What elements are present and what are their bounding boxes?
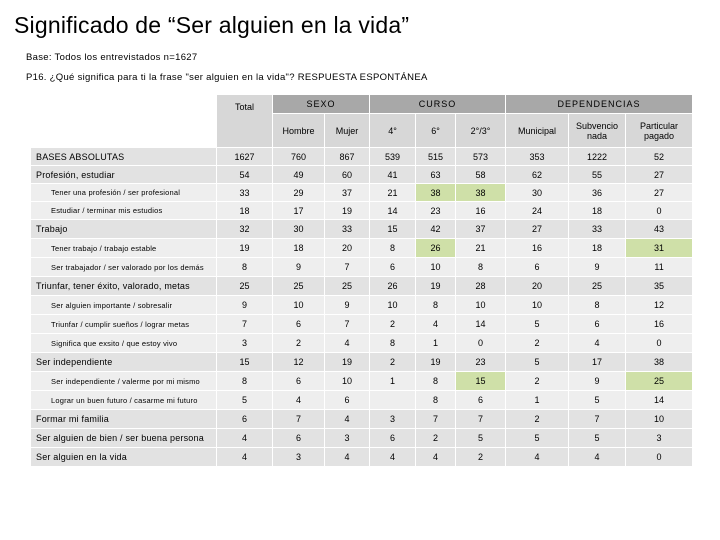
table-row [31, 372, 693, 391]
header-col-municipal: Municipal [506, 114, 569, 148]
table-row [31, 410, 693, 429]
table-cell: 5 [506, 353, 569, 372]
row-label: Triunfar, tener éxito, valorado, metas [31, 277, 217, 296]
row-label: Estudiar / terminar mis estudios [31, 202, 217, 220]
header-col-mujer: Mujer [325, 114, 370, 148]
table-cell: 11 [626, 258, 693, 277]
table-cell: 26 [416, 239, 456, 258]
table-cell: 18 [569, 202, 626, 220]
table-row [31, 429, 693, 448]
header-col-subvencionada: Subvencio nada [569, 114, 626, 148]
table-cell: 9 [569, 372, 626, 391]
results-table [30, 94, 693, 467]
table-cell: 8 [456, 258, 506, 277]
header-col-hombre: Hombre [273, 114, 325, 148]
table-cell: 7 [325, 315, 370, 334]
header-group-sexo: SEXO [273, 95, 370, 114]
table-cell: 26 [370, 277, 416, 296]
table-cell: 19 [217, 239, 273, 258]
table-cell: 867 [325, 148, 370, 166]
table-cell: 3 [273, 448, 325, 467]
table-cell: 28 [456, 277, 506, 296]
table-cell: 1627 [217, 148, 273, 166]
table-cell: 4 [217, 429, 273, 448]
table-cell: 19 [416, 277, 456, 296]
table-cell: 52 [626, 148, 693, 166]
table-cell: 539 [370, 148, 416, 166]
table-cell: 20 [325, 239, 370, 258]
table-cell: 3 [626, 429, 693, 448]
table-cell: 4 [569, 334, 626, 353]
table-row [31, 334, 693, 353]
table-cell: 60 [325, 166, 370, 184]
header-col-4: 4° [370, 114, 416, 148]
row-label: Lograr un buen futuro / casarme mi futuro [31, 391, 217, 410]
table-cell: 10 [273, 296, 325, 315]
table-row [31, 184, 693, 202]
table-cell: 54 [217, 166, 273, 184]
table-cell: 5 [456, 429, 506, 448]
table-cell: 23 [416, 202, 456, 220]
table-cell: 20 [506, 277, 569, 296]
table-cell: 36 [569, 184, 626, 202]
table-cell: 19 [325, 202, 370, 220]
table-cell: 6 [506, 258, 569, 277]
table-cell: 1222 [569, 148, 626, 166]
table-cell: 25 [273, 277, 325, 296]
table-cell: 62 [506, 166, 569, 184]
table-cell: 12 [626, 296, 693, 315]
table-cell: 14 [456, 315, 506, 334]
table-cell: 8 [370, 239, 416, 258]
table-cell: 4 [569, 448, 626, 467]
row-label: Ser independiente / valerme por mi mismo [31, 372, 217, 391]
table-cell: 4 [325, 334, 370, 353]
table-cell: 10 [626, 410, 693, 429]
table-row [31, 239, 693, 258]
table-cell: 19 [325, 353, 370, 372]
table-cell: 37 [325, 184, 370, 202]
row-label: Ser alguien en la vida [31, 448, 217, 467]
table-cell: 2 [273, 334, 325, 353]
table-cell: 4 [325, 410, 370, 429]
row-label: Significa que exsito / que estoy vivo [31, 334, 217, 353]
table-cell: 25 [569, 277, 626, 296]
table-cell: 3 [370, 410, 416, 429]
row-label: Tener una profesión / ser profesional [31, 184, 217, 202]
table-cell: 4 [416, 315, 456, 334]
table-cell: 9 [217, 296, 273, 315]
table-cell: 3 [217, 334, 273, 353]
table-cell: 2 [370, 315, 416, 334]
table-cell: 10 [506, 296, 569, 315]
table-cell: 23 [456, 353, 506, 372]
table-cell: 2 [370, 353, 416, 372]
table-cell: 31 [626, 239, 693, 258]
header-blank [31, 114, 217, 148]
table-cell: 16 [456, 202, 506, 220]
table-row [31, 277, 693, 296]
table-cell: 2 [506, 410, 569, 429]
row-label: Profesión, estudiar [31, 166, 217, 184]
table-cell: 6 [370, 429, 416, 448]
table-cell: 17 [273, 202, 325, 220]
table-cell: 25 [217, 277, 273, 296]
table-row [31, 166, 693, 184]
table-cell: 21 [456, 239, 506, 258]
table-cell: 33 [569, 220, 626, 239]
table-row [31, 353, 693, 372]
table-cell: 29 [273, 184, 325, 202]
table-cell: 30 [273, 220, 325, 239]
table-cell: 27 [626, 166, 693, 184]
table-cell: 33 [325, 220, 370, 239]
table-cell: 9 [273, 258, 325, 277]
table-cell: 33 [217, 184, 273, 202]
table-row [31, 448, 693, 467]
table-cell: 8 [217, 258, 273, 277]
row-label: Trabajo [31, 220, 217, 239]
table-cell: 0 [456, 334, 506, 353]
table-cell: 5 [506, 315, 569, 334]
table-cell: 27 [626, 184, 693, 202]
base-note: Base: Todos los entrevistados n=1627 [26, 52, 198, 63]
table-cell: 25 [626, 372, 693, 391]
table-cell: 25 [325, 277, 370, 296]
table-cell [370, 391, 416, 410]
table-cell: 21 [370, 184, 416, 202]
table-row [31, 391, 693, 410]
row-label: Formar mi familia [31, 410, 217, 429]
table-cell: 5 [217, 391, 273, 410]
row-label: BASES ABSOLUTAS [31, 148, 217, 166]
table-cell: 16 [506, 239, 569, 258]
table-cell: 5 [569, 429, 626, 448]
table-cell: 4 [506, 448, 569, 467]
table-cell: 8 [569, 296, 626, 315]
table-cell: 573 [456, 148, 506, 166]
table-cell: 4 [416, 448, 456, 467]
table-cell: 14 [370, 202, 416, 220]
table-cell: 1 [416, 334, 456, 353]
table-cell: 7 [456, 410, 506, 429]
table-row [31, 296, 693, 315]
table-cell: 35 [626, 277, 693, 296]
table-cell: 2 [506, 372, 569, 391]
row-label: Ser trabajador / ser valorado por los demás [31, 258, 217, 277]
table-cell: 2 [456, 448, 506, 467]
table-cell: 0 [626, 334, 693, 353]
table-cell: 41 [370, 166, 416, 184]
header-col-particular: Particular pagado [626, 114, 693, 148]
table-cell: 17 [569, 353, 626, 372]
row-label: Ser alguien importante / sobresalir [31, 296, 217, 315]
header-blank [31, 95, 217, 114]
table-cell: 6 [325, 391, 370, 410]
table-cell: 1 [506, 391, 569, 410]
table-cell: 14 [626, 391, 693, 410]
header-group-curso: CURSO [370, 95, 506, 114]
table-row [31, 220, 693, 239]
table-cell: 7 [325, 258, 370, 277]
table-cell: 15 [370, 220, 416, 239]
table-cell: 49 [273, 166, 325, 184]
table-cell: 42 [416, 220, 456, 239]
table-cell: 12 [273, 353, 325, 372]
header-group-dependencias: DEPENDENCIAS [506, 95, 693, 114]
table-cell: 9 [569, 258, 626, 277]
row-label: Tener trabajo / trabajo estable [31, 239, 217, 258]
table-cell: 43 [626, 220, 693, 239]
table-cell: 15 [456, 372, 506, 391]
table-cell: 10 [370, 296, 416, 315]
table-cell: 8 [416, 372, 456, 391]
table-cell: 5 [569, 391, 626, 410]
table-cell: 8 [416, 391, 456, 410]
table-cell: 18 [273, 239, 325, 258]
table-cell: 8 [217, 372, 273, 391]
row-label: Triunfar / cumplir sueños / lograr metas [31, 315, 217, 334]
table-cell: 8 [416, 296, 456, 315]
table-cell: 1 [370, 372, 416, 391]
table-cell: 6 [273, 372, 325, 391]
table-cell: 18 [217, 202, 273, 220]
table-cell: 8 [370, 334, 416, 353]
row-label: Ser independiente [31, 353, 217, 372]
table-cell: 55 [569, 166, 626, 184]
table-cell: 24 [506, 202, 569, 220]
table-cell: 10 [416, 258, 456, 277]
page-title: Significado de “Ser alguien en la vida” [14, 12, 410, 38]
table-cell: 38 [626, 353, 693, 372]
table-cell: 760 [273, 148, 325, 166]
table-cell: 19 [416, 353, 456, 372]
header-total: Total [217, 95, 273, 148]
table-cell: 9 [325, 296, 370, 315]
table-cell: 18 [569, 239, 626, 258]
table-cell: 4 [273, 391, 325, 410]
table-cell: 30 [506, 184, 569, 202]
table-cell: 7 [273, 410, 325, 429]
table-cell: 6 [273, 315, 325, 334]
table-cell: 10 [325, 372, 370, 391]
header-col-6: 6° [416, 114, 456, 148]
table-cell: 3 [325, 429, 370, 448]
table-cell: 27 [506, 220, 569, 239]
table-cell: 2 [416, 429, 456, 448]
table-cell: 32 [217, 220, 273, 239]
table-cell: 6 [273, 429, 325, 448]
header-col-2-3: 2°/3° [456, 114, 506, 148]
table-cell: 38 [416, 184, 456, 202]
table-cell: 10 [456, 296, 506, 315]
table-cell: 515 [416, 148, 456, 166]
table-cell: 58 [456, 166, 506, 184]
table-cell: 7 [569, 410, 626, 429]
table-cell: 6 [217, 410, 273, 429]
table-cell: 16 [626, 315, 693, 334]
table-row [31, 258, 693, 277]
table-cell: 37 [456, 220, 506, 239]
row-label: Ser alguien de bien / ser buena persona [31, 429, 217, 448]
table-cell: 4 [370, 448, 416, 467]
table-cell: 7 [416, 410, 456, 429]
table-cell: 15 [217, 353, 273, 372]
table-cell: 353 [506, 148, 569, 166]
table-cell: 0 [626, 448, 693, 467]
table-cell: 6 [456, 391, 506, 410]
table-cell: 0 [626, 202, 693, 220]
table-cell: 7 [217, 315, 273, 334]
table-cell: 5 [506, 429, 569, 448]
table-cell: 6 [370, 258, 416, 277]
table-row [31, 148, 693, 166]
table-cell: 4 [325, 448, 370, 467]
table-cell: 38 [456, 184, 506, 202]
table-cell: 4 [217, 448, 273, 467]
table-cell: 63 [416, 166, 456, 184]
table-row [31, 315, 693, 334]
table-row [31, 202, 693, 220]
table-cell: 6 [569, 315, 626, 334]
question-text: P16. ¿Qué significa para ti la frase "ser alguien en la vida"? RESPUESTA ESPONTÁNEA [26, 72, 428, 83]
table-cell: 2 [506, 334, 569, 353]
